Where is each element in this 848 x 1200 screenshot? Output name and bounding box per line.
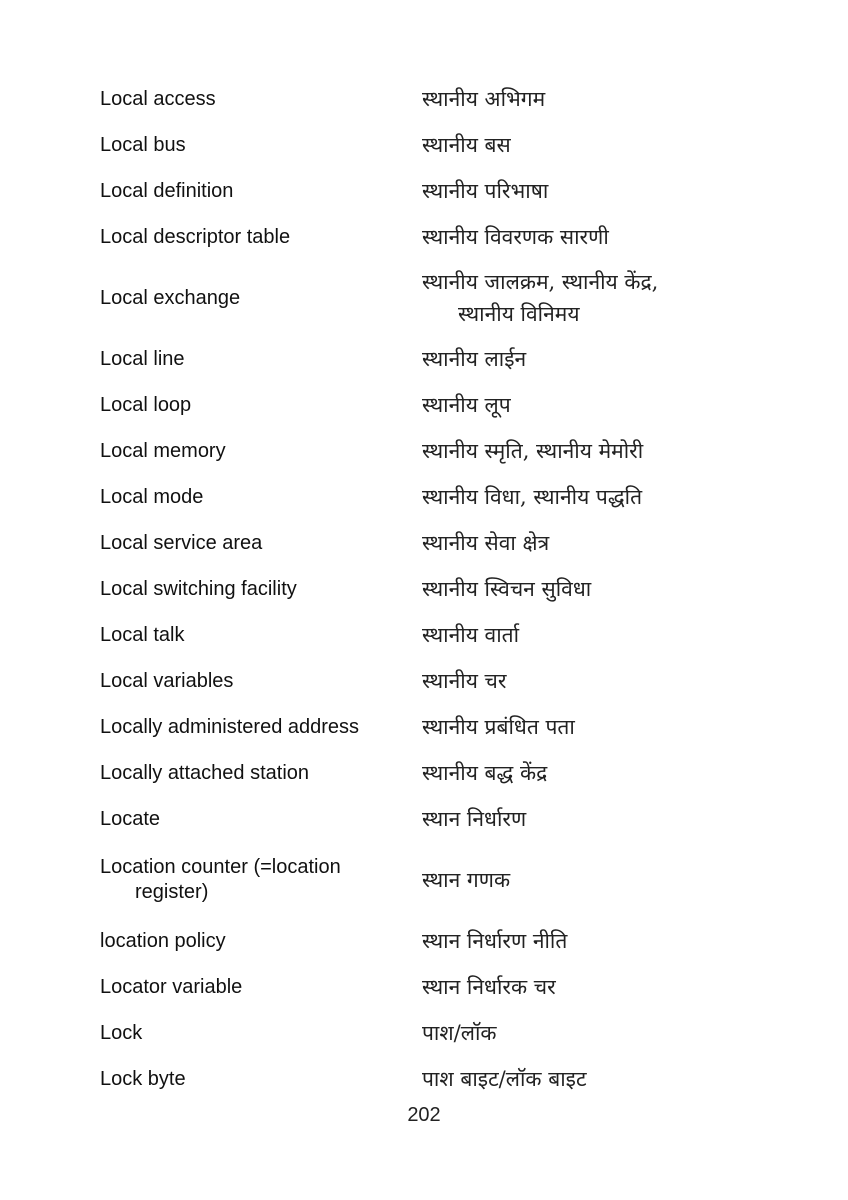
glossary-entry [100, 474, 760, 520]
hindi-translation: स्थान निर्धारक चर [422, 975, 556, 999]
english-term: Local access [100, 87, 216, 110]
hindi-translation: स्थानीय बस [422, 133, 511, 157]
english-term: Lock byte [100, 1067, 186, 1090]
hindi-translation: स्थानीय प्रबंधित पता [422, 715, 575, 739]
english-term: Locally attached station [100, 761, 310, 784]
glossary-entry [100, 122, 760, 168]
hindi-translation-continuation: स्थानीय विनिमय [458, 302, 580, 326]
glossary-entry [100, 168, 760, 214]
glossary-entry [100, 796, 760, 842]
english-term: Local mode [100, 485, 204, 508]
english-term: Local variables [100, 669, 234, 692]
page-number: 202 [407, 1104, 441, 1126]
hindi-translation: स्थानीय बद्ध केंद्र [422, 761, 548, 785]
hindi-translation: स्थानीय चर [422, 669, 507, 693]
glossary-entry [100, 76, 760, 122]
glossary-entry [100, 658, 760, 704]
hindi-translation: स्थानीय लूप [422, 393, 511, 417]
glossary-entry [100, 214, 760, 260]
glossary-entry [100, 704, 760, 750]
glossary-entry [100, 1010, 760, 1056]
hindi-translation: स्थानीय परिभाषा [422, 179, 549, 203]
glossary-entry [100, 336, 760, 382]
hindi-translation: स्थानीय स्विचन सुविधा [422, 577, 592, 601]
english-term: Local bus [100, 133, 186, 156]
english-term: Local line [100, 347, 185, 370]
glossary-entry [100, 918, 760, 964]
hindi-translation: स्थानीय स्मृति, स्थानीय मेमोरी [422, 439, 644, 463]
english-term: Local loop [100, 393, 192, 416]
hindi-translation: स्थानीय विवरणक सारणी [422, 225, 609, 249]
glossary-entry [100, 260, 760, 336]
english-term: Locally administered address [100, 715, 360, 738]
glossary-entry [100, 382, 760, 428]
glossary-list [100, 76, 760, 1102]
english-term: Local descriptor table [100, 225, 291, 248]
hindi-translation: स्थानीय विधा, स्थानीय पद्धति [422, 485, 643, 509]
glossary-entry [100, 750, 760, 796]
english-term: Locate [100, 807, 161, 830]
glossary-entry [100, 964, 760, 1010]
hindi-translation: पाश बाइट/लॉक बाइट [422, 1067, 587, 1091]
english-term-line: Location counter (=location [100, 856, 341, 878]
english-term [100, 855, 422, 905]
hindi-translation: स्थान निर्धारण नीति [422, 929, 568, 953]
hindi-translation: स्थानीय सेवा क्षेत्र [422, 531, 550, 555]
english-term: location policy [100, 929, 226, 952]
english-term-continuation: register) [135, 881, 209, 903]
hindi-translation [422, 266, 760, 330]
english-term: Local memory [100, 439, 226, 462]
english-term: Lock [100, 1021, 143, 1044]
glossary-entry [100, 428, 760, 474]
glossary-entry [100, 1056, 760, 1102]
english-term: Locator variable [100, 975, 243, 998]
hindi-translation: स्थान गणक [422, 868, 511, 892]
english-term: Local exchange [100, 286, 241, 309]
hindi-translation-line: स्थानीय जालक्रम, स्थानीय केंद्र, [422, 270, 659, 294]
english-term: Local service area [100, 531, 263, 554]
glossary-entry [100, 566, 760, 612]
hindi-translation: स्थानीय अभिगम [422, 87, 546, 111]
hindi-translation: स्थानीय लाईन [422, 347, 527, 371]
english-term: Local definition [100, 179, 234, 202]
glossary-entry [100, 520, 760, 566]
english-term: Local talk [100, 623, 185, 646]
glossary-entry [100, 842, 760, 918]
hindi-translation: स्थानीय वार्ता [422, 623, 520, 647]
hindi-translation: पाश/लॉक [422, 1021, 497, 1045]
glossary-entry [100, 612, 760, 658]
hindi-translation: स्थान निर्धारण [422, 807, 527, 831]
english-term: Local switching facility [100, 577, 297, 600]
